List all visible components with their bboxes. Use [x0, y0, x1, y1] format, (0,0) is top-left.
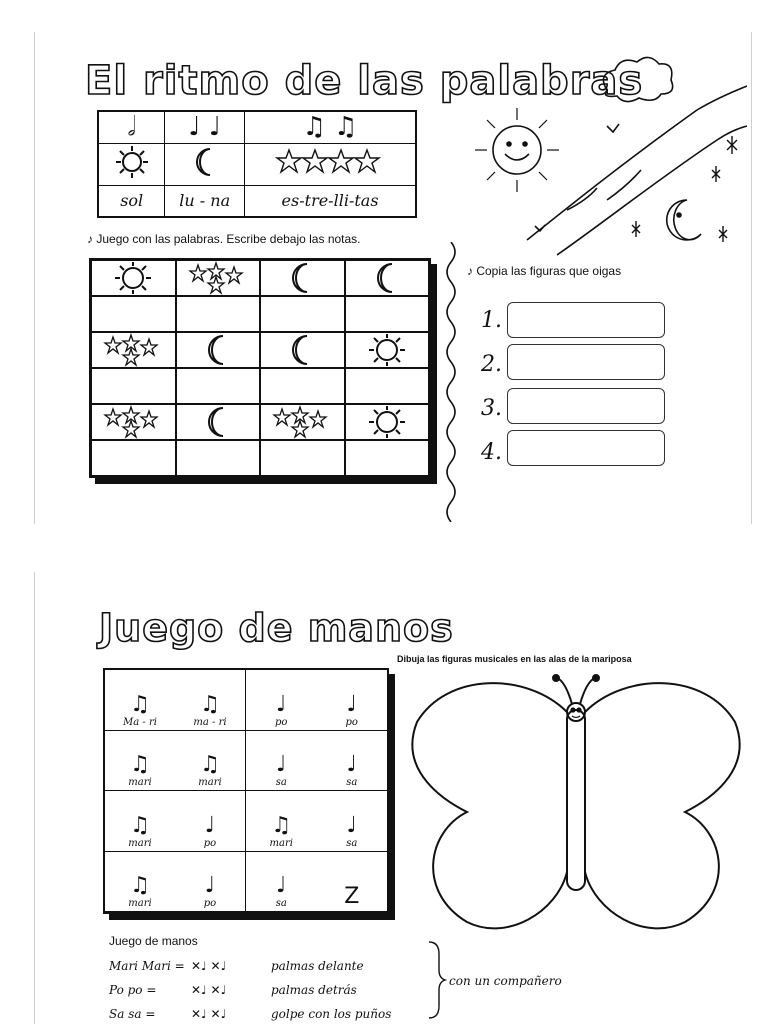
moon-icon — [260, 332, 345, 368]
answer-cell[interactable] — [260, 440, 345, 476]
sun-icon — [91, 260, 176, 296]
rhythm-item — [322, 693, 382, 730]
rhythm-item — [180, 874, 240, 911]
moon-icon — [345, 260, 430, 296]
rhythm-note: ♫ — [271, 812, 292, 838]
legend-note-sol: 𝅗𝅥 — [98, 111, 165, 143]
rhythm-syllable: sa — [346, 777, 358, 788]
rhythm-syllable: Ma - ri — [123, 716, 157, 728]
stars-icon — [260, 404, 345, 440]
rhythm-syllable: po — [203, 837, 217, 849]
rhythm-syllable: po — [345, 716, 358, 728]
partner-note: con un compañero — [449, 974, 562, 988]
answer-number: 2. — [481, 352, 502, 377]
rhythm-syllable: mari — [198, 777, 222, 788]
rules-list — [109, 954, 429, 1026]
legend-word-sol: sol — [98, 185, 165, 217]
answer-number: 1. — [481, 308, 502, 333]
rhythm-note: ♫ — [130, 691, 150, 717]
answer-cell[interactable] — [345, 440, 430, 476]
answer-cell[interactable] — [91, 296, 176, 332]
rhythm-note: ♩ — [276, 873, 287, 898]
answer-number: 4. — [481, 440, 502, 465]
butterfly-instruction: Dibuja las figuras musicales en las alas de la mariposa — [397, 654, 632, 664]
instruction-play: ♪ Juego con las palabras. Escribe debajo las notas. — [87, 232, 361, 246]
rhythm-cell-right — [246, 670, 387, 730]
rule-action: palmas delante — [271, 959, 364, 973]
rhythm-note: ♩ — [204, 812, 216, 838]
rhythm-item — [251, 874, 311, 911]
rhythm-syllable: mari — [269, 837, 293, 849]
rhythm-syllable: po — [275, 716, 288, 728]
rhythm-note: ♫ — [130, 812, 150, 838]
rule-label: Mari Mari = — [109, 959, 185, 973]
rhythm-cell-left — [105, 731, 246, 791]
rhythm-item — [251, 814, 311, 851]
rhythm-row — [105, 791, 387, 852]
note-icon: ♪ — [467, 264, 473, 278]
rule-line — [109, 1002, 429, 1026]
picture-grid — [89, 258, 431, 478]
worksheet-section-manos — [34, 572, 751, 1024]
rhythm-item — [110, 814, 170, 851]
rhythm-syllable: sa — [275, 777, 287, 788]
hand-clap-icon: ✕♩ ✕♩ — [191, 983, 227, 997]
rhythm-item — [110, 874, 170, 911]
rhythm-note: ♩ — [346, 691, 357, 717]
stars-icon — [91, 332, 176, 368]
rule-line — [109, 978, 429, 1002]
rules-title: Juego de manos — [109, 934, 198, 948]
rhythm-note: ♫ — [200, 752, 220, 777]
rhythm-item — [322, 885, 382, 911]
answer-box-4[interactable] — [507, 430, 665, 466]
rhythm-note: ♩ — [276, 752, 287, 777]
rule-action: golpe con los puños — [271, 1007, 392, 1021]
rhythm-table — [103, 668, 389, 914]
section-title-ritmo: El ritmo de las palabras — [85, 58, 644, 104]
answer-cell[interactable] — [176, 296, 261, 332]
stars-icon — [245, 143, 416, 185]
rhythm-syllable: ma - ri — [193, 716, 227, 728]
rhythm-item — [180, 753, 240, 790]
hand-clap-icon: ✕♩ ✕♩ — [191, 959, 227, 973]
rhythm-note: ♩ — [276, 691, 287, 717]
rule-action: palmas detrás — [271, 983, 357, 997]
rhythm-note: ♩ — [346, 752, 357, 777]
rule-label: Po po = — [109, 983, 157, 997]
legend-note-luna: ♩ ♩ — [165, 111, 245, 143]
stars-icon — [176, 260, 261, 296]
rhythm-note: ♫ — [200, 691, 220, 717]
moon-icon — [176, 404, 261, 440]
instruction-copy: ♪ Copia las figuras que oigas — [467, 264, 622, 278]
rhythm-row — [105, 852, 387, 913]
rhythm-item — [251, 753, 311, 790]
rule-line — [109, 954, 429, 978]
moon-icon — [260, 260, 345, 296]
rhythm-cell-right — [246, 852, 387, 912]
rhythm-note: ♩ — [204, 873, 216, 898]
answer-number: 3. — [481, 396, 502, 421]
rhythm-row — [105, 731, 387, 792]
rhythm-row — [105, 670, 387, 731]
legend-word-luna: lu - na — [165, 185, 245, 217]
legend-table — [97, 110, 417, 218]
answer-box-3[interactable] — [507, 388, 665, 424]
rhythm-note: Z — [344, 884, 360, 909]
rhythm-syllable: sa — [346, 837, 358, 849]
rhythm-item — [322, 753, 382, 790]
night-day-illustration — [457, 50, 747, 260]
hand-clap-icon: ✕♩ ✕♩ — [191, 1007, 227, 1021]
rhythm-item — [110, 753, 170, 790]
answer-cell[interactable] — [345, 368, 430, 404]
rhythm-syllable: mari — [128, 837, 152, 849]
wavy-divider — [443, 242, 459, 522]
brace — [427, 940, 447, 1024]
rhythm-syllable: po — [203, 898, 217, 909]
rhythm-note: ♫ — [130, 873, 150, 898]
note-icon: ♪ — [87, 232, 93, 246]
moon-icon — [165, 143, 245, 185]
worksheet-section-ritmo — [34, 32, 752, 524]
rhythm-item — [180, 814, 240, 851]
rhythm-syllable: mari — [128, 777, 152, 788]
answer-cell[interactable] — [91, 440, 176, 476]
rhythm-syllable: sa — [275, 898, 287, 909]
rhythm-item — [110, 693, 170, 730]
rhythm-item — [251, 693, 311, 730]
answer-cell[interactable] — [91, 368, 176, 404]
sun-icon — [98, 143, 165, 185]
section-title-manos: Juego de manos — [99, 606, 454, 650]
answer-cell[interactable] — [176, 368, 261, 404]
rhythm-cell-right — [246, 791, 387, 851]
moon-icon — [176, 332, 261, 368]
rhythm-cell-left — [105, 791, 246, 851]
sun-icon — [345, 404, 430, 440]
butterfly-drawing[interactable] — [407, 672, 745, 936]
answer-cell[interactable] — [176, 440, 261, 476]
answer-cell[interactable] — [260, 368, 345, 404]
sun-icon — [345, 332, 430, 368]
rhythm-cell-right — [246, 731, 387, 791]
rhythm-note: ♫ — [130, 752, 150, 777]
answer-cell[interactable] — [345, 296, 430, 332]
rhythm-note: ♩ — [346, 812, 357, 838]
answer-box-2[interactable] — [507, 344, 665, 380]
rhythm-item — [322, 814, 382, 851]
answer-cell[interactable] — [260, 296, 345, 332]
rule-label: Sa sa = — [109, 1007, 156, 1021]
rhythm-item — [180, 693, 240, 730]
rhythm-cell-left — [105, 852, 246, 912]
stars-icon — [91, 404, 176, 440]
rhythm-cell-left — [105, 670, 246, 730]
rhythm-syllable: mari — [128, 898, 152, 909]
answer-box-1[interactable] — [507, 302, 665, 338]
legend-note-estrellitas: ♫ ♫ — [245, 111, 416, 143]
legend-word-estrellitas: es-tre-lli-tas — [245, 185, 416, 217]
